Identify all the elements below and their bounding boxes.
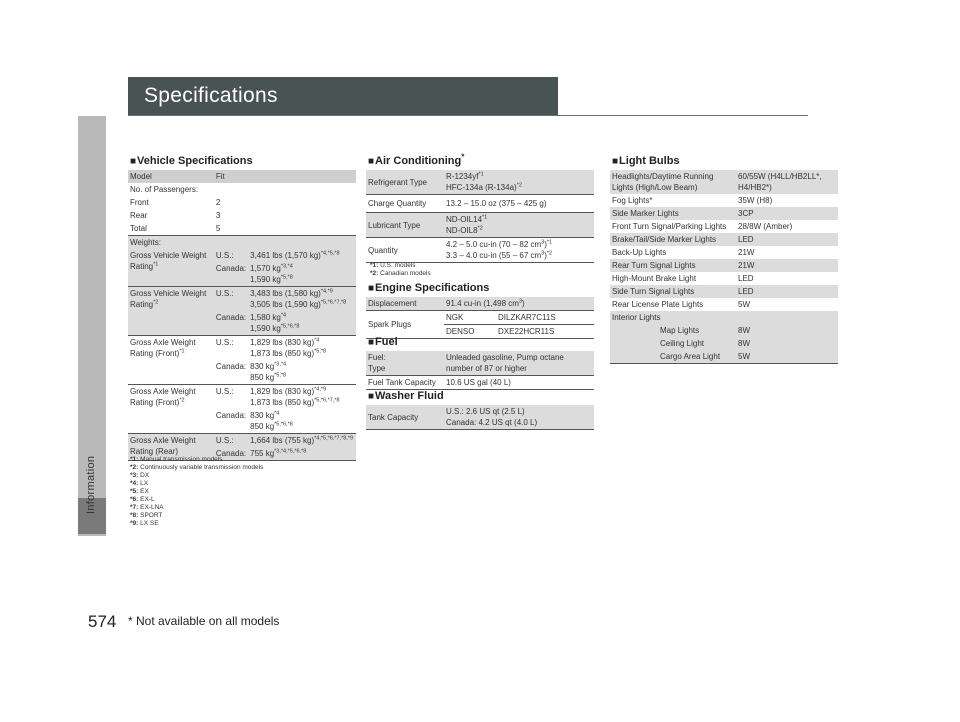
- list-item: *8: SPORT: [130, 512, 163, 519]
- page-footnote: * Not available on all models: [128, 614, 280, 628]
- table-row: Total 5: [128, 222, 356, 236]
- fuel-heading: ■Fuel: [368, 336, 398, 348]
- table-row: Quantity 4.2 – 5.0 cu-in (70 – 82 $cm^3)^{*1}$ 3.3 – 4.0 cu-in (55 – 67 $cm^3)^{*2}$: [366, 238, 594, 263]
- table-row: Canada: 830 $kg^{*4}$ 850 $kg^{*5,*6,*8}$: [128, 409, 356, 434]
- page-number: 574: [88, 612, 117, 631]
- table-row: Cargo Area Light 5W: [610, 350, 838, 364]
- table-row: Fog Lights* 35W (H8): [612, 196, 773, 205]
- table-row: Brake/Tail/Side Marker Lights LED: [610, 233, 838, 246]
- table-row: Fuel: Type Unleaded gasoline, Pump octane number of 87 or higher: [366, 351, 594, 376]
- list-item: *9: LX SE: [130, 520, 159, 527]
- table-row: Canada: 1,580 $kg^{*4}$ 1,590 $kg^{*5,*6,*8}$: [128, 311, 356, 336]
- section-bullet-icon: ■: [368, 337, 375, 348]
- table-row: Side Marker Lights 3CP: [610, 207, 838, 220]
- bulbs-table: [610, 170, 838, 364]
- section-bullet-icon: ■: [130, 156, 137, 167]
- list-item: *2: Continuously variable transmission models: [130, 464, 264, 471]
- table-row: Spark Plugs NGK DILZKAR7C11S: [366, 311, 594, 325]
- table-row: High-Mount Brake Light LED: [612, 274, 754, 283]
- washer-heading: ■Washer Fluid: [368, 390, 444, 402]
- list-item: *3: DX: [130, 472, 150, 479]
- title-rule: [128, 115, 808, 116]
- vehicle-notes: [130, 456, 263, 528]
- list-item: *5: EX: [130, 488, 149, 495]
- table-row: Canada: 755 $kg^{*3,*4,*5,*6,*8}$: [128, 447, 356, 461]
- table-row: Fuel Tank Capacity 10.6 US gal (40 L): [366, 376, 594, 390]
- fuel-table: [366, 351, 594, 390]
- table-row: Back-Up Lights 21W: [612, 248, 755, 257]
- table-row: Model Fit: [128, 170, 356, 183]
- list-item: *2: Canadian models: [370, 270, 431, 277]
- table-row: Rear Turn Signal Lights 21W: [610, 259, 838, 272]
- section-bullet-icon: ■: [368, 156, 375, 167]
- table-row: Tank Capacity U.S.: 2.6 US qt (2.5 L) Canada: 4.2 US qt (4.0 L): [366, 405, 594, 430]
- table-row: Ceiling Light 8W: [610, 337, 838, 350]
- table-row: Weights:: [128, 236, 356, 250]
- table-row: Lubricant Type ND-OIL14$^{*1}$ ND-OIL8$^{*2}$: [366, 213, 594, 238]
- washer-table: [366, 405, 594, 430]
- table-row: Side Turn Signal Lights LED: [610, 285, 838, 298]
- table-row: Refrigerant Type $R-1234yf^{*1}$ HFC-134a $(R-134a)^{*2}$: [366, 170, 594, 195]
- list-item: *1: U.S. models: [370, 262, 416, 269]
- page-title: Specifications: [144, 84, 278, 107]
- list-item: *6: EX-L: [130, 496, 155, 503]
- engine-heading: ■Engine Specifications: [368, 282, 490, 294]
- table-row: Gross Axle Weight Rating (Front)$^{*2}$ U.S.: 1,829 lbs (830 kg)$^{*4,*9}$ 1,873 lbs (850 kg)$^{*5,*6,*7,*8}$: [128, 385, 356, 410]
- table-row: Gross Axle Weight Rating (Rear) U.S.: 1,664 lbs (755 kg)$^{*4,*5,*6,*7,*8,*9}$: [128, 434, 356, 448]
- table-row: Gross Axle Weight Rating (Front)$^{*1}$ U.S.: 1,829 lbs (830 kg)$^{*4}$ 1,873 lbs (850 kg)$^{*5,*8}$: [128, 336, 356, 361]
- table-row: Canada: 1,570 $kg^{*3,*4}$ 1,590 $kg^{*5,*8}$: [128, 262, 356, 287]
- bulbs-heading: ■Light Bulbs: [612, 155, 680, 167]
- section-bullet-icon: ■: [368, 391, 375, 402]
- table-row: Rear 3: [130, 211, 221, 220]
- table-row: Canada: 830 $kg^{*3,*4}$ 850 $kg^{*5,*8}$: [128, 360, 356, 385]
- vehicle-heading: ■Vehicle Specifications: [130, 155, 253, 167]
- table-row: Interior Lights: [610, 311, 838, 324]
- table-row: Rear License Plate Lights 5W: [612, 300, 750, 309]
- table-row: Gross Vehicle Weight Rating$^{*2}$ U.S.: 3,483 lbs (1,580 kg)$^{*4,*9}$ 3,505 lbs (1,590 kg)$^{*5,*6,*7,*8}$: [128, 287, 356, 312]
- list-item: *1: Manual transmission models: [130, 456, 223, 463]
- table-row: Charge Quantity 13.2 – 15.0 oz (375 – 425 g): [366, 195, 594, 213]
- table-row: Map Lights 8W: [610, 324, 838, 337]
- table-row: Front Turn Signal/Parking Lights 28/8W (Amber): [612, 222, 793, 231]
- vehicle-specs-table: [128, 170, 356, 461]
- section-bullet-icon: ■: [368, 283, 375, 294]
- section-bullet-icon: ■: [612, 156, 619, 167]
- table-row: DENSO DXE22HCR11S: [366, 325, 594, 339]
- engine-table: [366, 297, 594, 339]
- list-item: *7: EX-LNA: [130, 504, 164, 511]
- table-row: Front 2: [130, 198, 221, 207]
- table-row: Displacement 91.4 cu-in (1,498 $cm^3$): [366, 297, 594, 311]
- ac-heading: ■Air Conditioning*: [368, 152, 465, 167]
- ac-table: [366, 170, 594, 263]
- table-row: Headlights/Daytime Running Lights (High/Low Beam) 60/55W (H4LL/HB2LL*, H4/HB2*): [610, 170, 838, 194]
- side-tab-label: Information: [85, 455, 97, 515]
- table-row: Gross Vehicle Weight Rating$^{*1}$ U.S.: 3,461 lbs (1,570 kg)$^{*4,*5,*8}$: [128, 249, 356, 262]
- table-row: No. of Passengers:: [130, 185, 199, 194]
- list-item: *4: LX: [130, 480, 149, 487]
- ac-notes: [370, 262, 431, 278]
